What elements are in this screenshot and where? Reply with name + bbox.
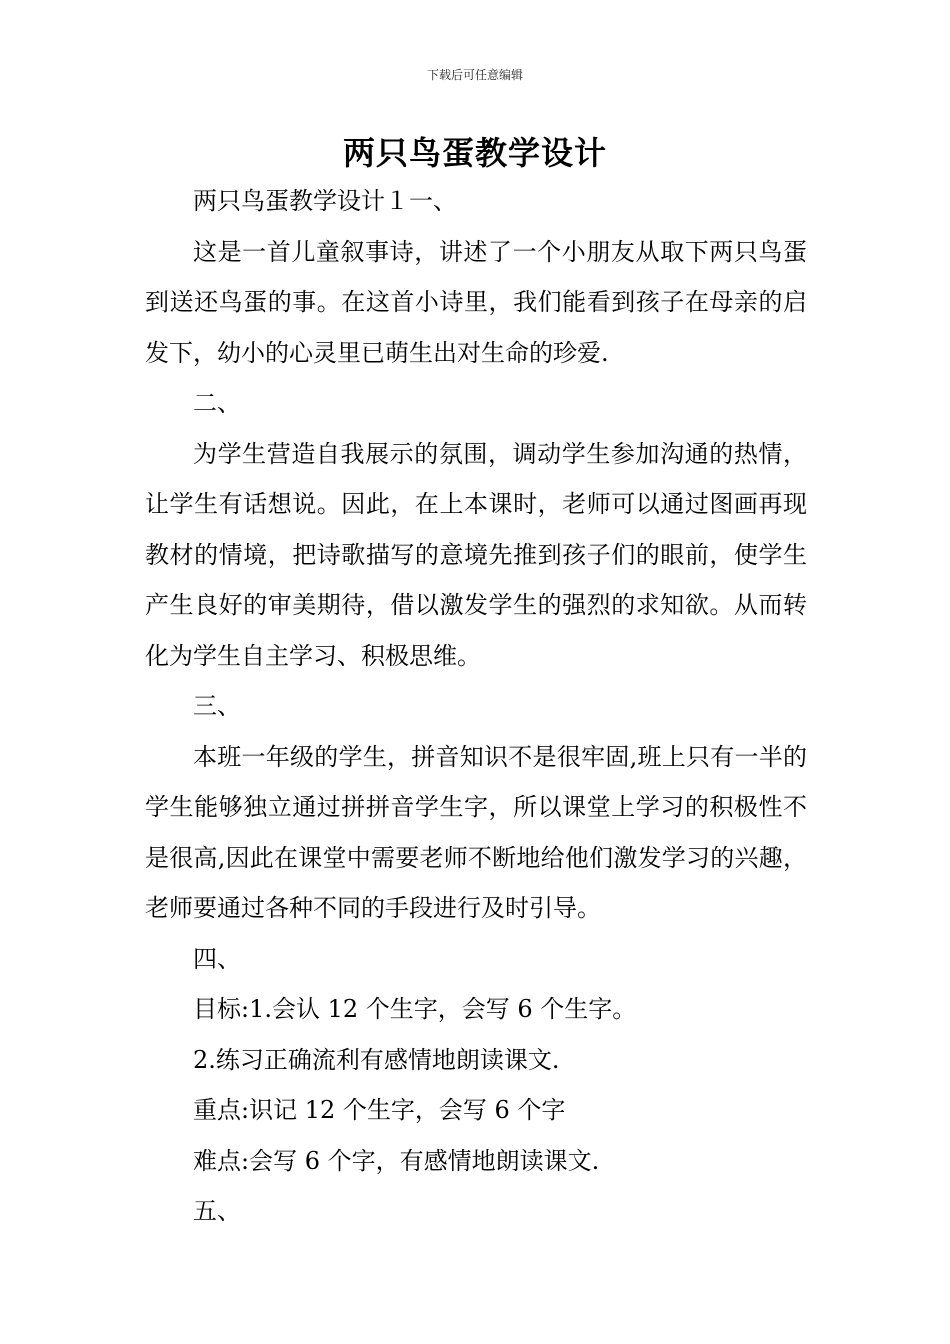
paragraph-2-text: 为学生营造自我展示的氛围，调动学生参加沟通的热情，让学生有话想说。因此，在上本课时，老师可以通过图画再现教材的情境，把诗歌描写的意境先推到孩子们的眼前，使学生产生良好的审美期待，借以激发学生的强烈的求知欲。从而转化为学生自主学习、积极思维。 — [145, 439, 807, 670]
key-point-line: 重点:识记 12 个生字，会写 6 个字 — [193, 1096, 566, 1124]
paragraph-1-text: 这是一首儿童叙事诗，讲述了一个小朋友从取下两只鸟蛋到送还鸟蛋的事。在这首小诗里，我们能看到孩子在母亲的启发下，幼小的心灵里已萌生出对生命的珍爱. — [145, 237, 807, 367]
difficulty-line: 难点:会写 6 个字，有感情地朗读课文. — [193, 1146, 600, 1175]
section-heading-2: 二、 — [193, 389, 241, 417]
document-body — [145, 176, 807, 1237]
goal-line-2: 2.练习正确流利有感情地朗读课文. — [193, 1045, 560, 1074]
header-note: 下载后可任意编辑 — [426, 68, 523, 82]
paragraph-intro: 两只鸟蛋教学设计１一、 — [193, 187, 457, 215]
section-heading-3: 三、 — [193, 692, 241, 720]
section-heading-5: 五、 — [193, 1197, 241, 1225]
goal-line-1: 目标:1.会认 12 个生字，会写 6 个生字。 — [193, 995, 637, 1023]
section-heading-4: 四、 — [193, 944, 241, 973]
document-title: 两只鸟蛋教学设计 — [342, 134, 607, 172]
paragraph-3-text: 本班一年级的学生，拼音知识不是很牢固,班上只有一半的学生能够独立通过拼拼音学生字，所以课堂上学习的积极性不是很高,因此在课堂中需要老师不断地给他们激发学习的兴趣，老师要通过各种不同的手段进行及时引导。 — [145, 742, 807, 922]
